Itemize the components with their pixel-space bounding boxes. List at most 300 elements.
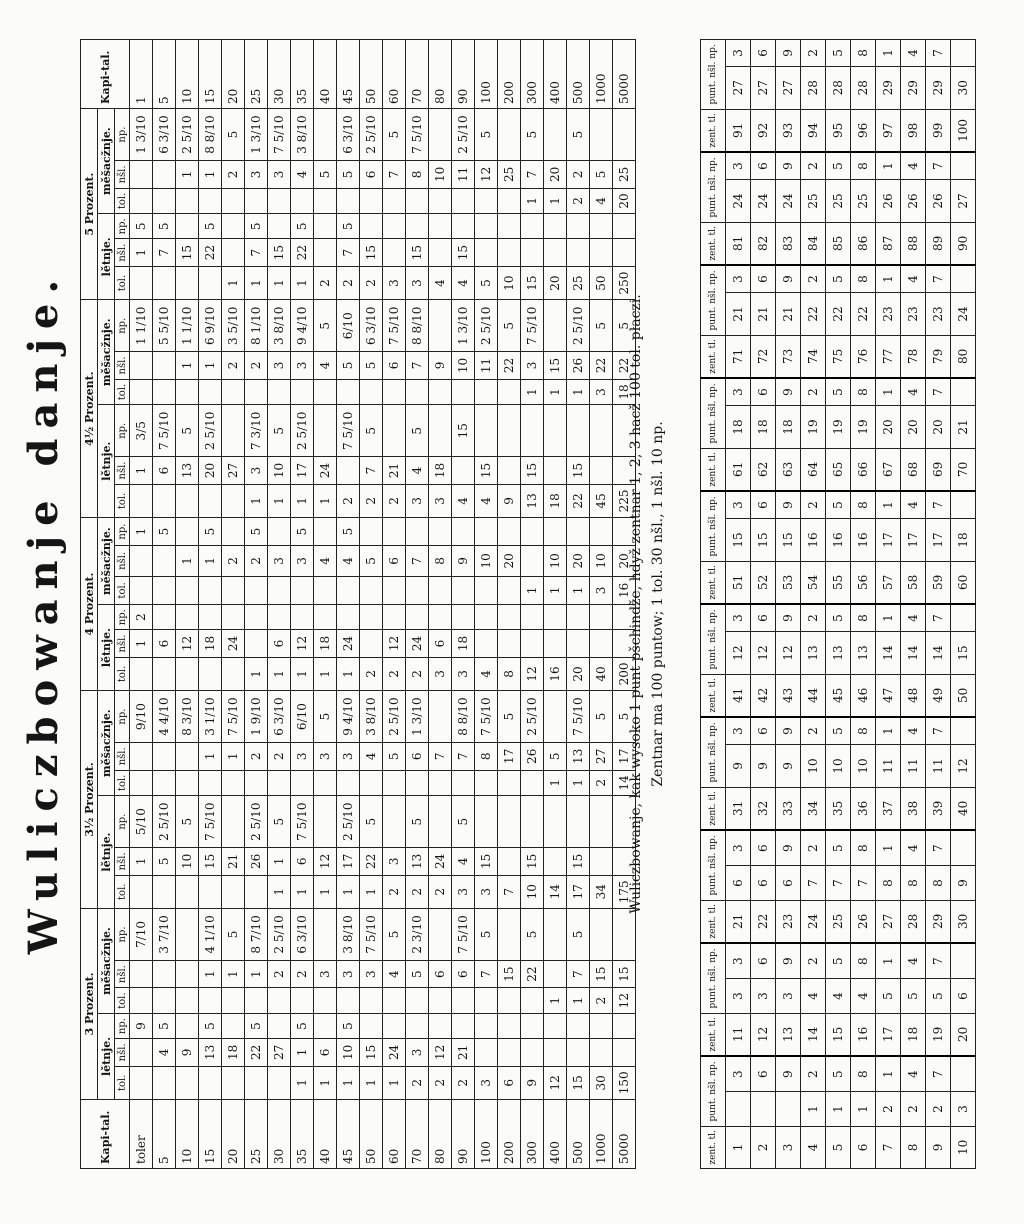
value-cell: 3 (475, 875, 498, 908)
rate-header: 5 Prozent. (81, 109, 98, 300)
punt-cell: 3 (726, 830, 751, 866)
value-cell: 1 (245, 657, 268, 690)
zent-cell: 85 (826, 222, 851, 265)
value-cell: 5 (406, 960, 429, 987)
value-cell: 7 (429, 743, 452, 770)
value-cell (176, 1066, 199, 1099)
value-cell: 1 (176, 352, 199, 379)
capital-cell: 5 (153, 40, 176, 109)
value-cell: 8 1/10 (245, 300, 268, 352)
zent-header: zent. tl. (701, 787, 726, 830)
zent-header: zent. tl. (701, 900, 726, 943)
punt-cell: 2 (801, 604, 826, 632)
punt-cell: 24 (751, 180, 776, 223)
value-cell (521, 1039, 544, 1066)
value-cell: 10 (498, 266, 521, 299)
capital-cell: 90 (452, 40, 475, 109)
zent-cell: 47 (876, 674, 901, 717)
capital-cell: 25 (245, 1100, 268, 1169)
zent-cell: 68 (901, 448, 926, 491)
value-cell (498, 214, 521, 239)
value-cell: 2 (337, 484, 360, 517)
value-cell (383, 1013, 406, 1038)
value-cell (383, 405, 406, 457)
value-cell: 10 (452, 352, 475, 379)
value-cell: 5 (613, 691, 636, 743)
value-cell: 12 (176, 630, 199, 657)
value-cell: 3 (452, 657, 475, 690)
punt-cell: 16 (801, 519, 826, 562)
punt-cell: 21 (776, 293, 801, 336)
punt-cell: 23 (876, 293, 901, 336)
page-title: Wuliczbowanje danje. (20, 269, 67, 955)
value-cell: 3 (383, 266, 406, 299)
value-cell (475, 379, 498, 405)
punt-cell: 16 (851, 519, 876, 562)
value-cell: 24 (429, 848, 452, 875)
value-cell: 5 5/10 (153, 300, 176, 352)
punt-cell (751, 1092, 776, 1126)
punt-cell: 8 (901, 866, 926, 900)
value-cell (429, 109, 452, 161)
table-row (590, 40, 613, 1169)
value-cell: 1 (291, 875, 314, 908)
value-cell: 2 (590, 770, 613, 796)
value-cell: 1 (567, 988, 590, 1014)
unit-header: tol. (115, 484, 130, 517)
punt-cell: 19 (826, 406, 851, 449)
zent-header: zent. tl. (701, 222, 726, 265)
value-cell: 1 (291, 484, 314, 517)
zent-cell: 34 (801, 787, 826, 830)
value-cell: 20 (544, 266, 567, 299)
value-cell: 1 (360, 1066, 383, 1099)
punt-cell: 2 (801, 378, 826, 406)
value-cell: 6 (153, 630, 176, 657)
value-cell (544, 109, 567, 161)
value-cell (521, 1013, 544, 1038)
punt-cell: 5 (826, 943, 851, 979)
value-cell: 200 (613, 657, 636, 690)
value-cell: 3 (360, 960, 383, 987)
value-cell: 25 (567, 266, 590, 299)
value-cell (383, 518, 406, 546)
punt-header: punt. nšl. np. (701, 40, 726, 110)
value-cell (337, 379, 360, 405)
value-cell (245, 875, 268, 908)
zent-cell: 72 (751, 335, 776, 378)
capital-cell: 80 (429, 40, 452, 109)
value-cell (498, 605, 521, 630)
value-cell: 6 3/10 (153, 109, 176, 161)
value-cell: 10 (429, 161, 452, 188)
punt-cell: 22 (826, 293, 851, 336)
punt-cell: 27 (726, 66, 751, 109)
unit-header: nšl. (115, 960, 130, 987)
value-cell: 4 1/10 (199, 908, 222, 960)
punt-cell: 9 (751, 745, 776, 788)
value-cell: 15 (567, 457, 590, 484)
punt-cell: 7 (926, 378, 951, 406)
zent-cell: 44 (801, 674, 826, 717)
value-cell (429, 188, 452, 214)
value-cell: 18 (199, 630, 222, 657)
value-cell: 5 (314, 300, 337, 352)
value-cell (521, 605, 544, 630)
punt-cell: 2 (926, 1092, 951, 1126)
punt-cell: 5 (876, 979, 901, 1013)
value-cell: 2 5/10 (337, 796, 360, 848)
unit-header: tol. (115, 770, 130, 796)
zent-cell: 54 (801, 561, 826, 604)
value-cell (268, 518, 291, 546)
value-cell: 5 (498, 300, 521, 352)
value-cell (153, 875, 176, 908)
punt-header: punt. nšl. np. (701, 1056, 726, 1126)
table-row (544, 40, 567, 1169)
value-cell (222, 657, 245, 690)
punt-cell: 7 (926, 943, 951, 979)
value-cell (245, 576, 268, 604)
capital-cell: 100 (475, 1100, 498, 1169)
value-cell: 16 (544, 657, 567, 690)
value-cell (291, 770, 314, 796)
value-cell: 2 (245, 546, 268, 577)
value-cell: 1 (268, 266, 291, 299)
value-cell (521, 770, 544, 796)
value-cell (314, 239, 337, 266)
punt-cell: 14 (901, 632, 926, 675)
value-cell: 8 8/10 (199, 109, 222, 161)
value-cell: 15 (406, 239, 429, 266)
value-cell: 21 (383, 457, 406, 484)
punt-cell: 3 (726, 40, 751, 67)
value-cell: 3 (429, 657, 452, 690)
punt-cell: 20 (926, 406, 951, 449)
value-cell: 9/10 (130, 691, 153, 743)
value-cell: 6 (429, 630, 452, 657)
zent-cell: 31 (726, 787, 751, 830)
value-cell: 7 5/10 (222, 691, 245, 743)
value-cell: 2 (360, 657, 383, 690)
value-cell: 7 (475, 960, 498, 987)
value-cell: 5 (383, 743, 406, 770)
value-cell: 2 (337, 266, 360, 299)
period-header: měšacžnje. (98, 518, 115, 605)
value-cell: 15 (475, 848, 498, 875)
table-row (429, 40, 452, 1169)
punt-cell: 5 (826, 1056, 851, 1092)
value-cell: 15 (199, 848, 222, 875)
punt-cell: 10 (826, 745, 851, 788)
value-cell: 1 (544, 988, 567, 1014)
value-cell: 15 (176, 239, 199, 266)
value-cell (314, 605, 337, 630)
value-cell: 20 (567, 657, 590, 690)
value-cell (153, 188, 176, 214)
value-cell: 1 (268, 875, 291, 908)
value-cell: 4 (383, 960, 406, 987)
value-cell (199, 605, 222, 630)
value-cell: 22 (360, 848, 383, 875)
value-cell (452, 988, 475, 1014)
punt-cell: 18 (751, 406, 776, 449)
value-cell: 7/10 (130, 908, 153, 960)
punt-cell: 19 (801, 406, 826, 449)
value-cell: 13 (176, 457, 199, 484)
value-cell (429, 300, 452, 352)
punt-cell: 1 (876, 40, 901, 67)
value-cell (222, 484, 245, 517)
zent-cell: 73 (776, 335, 801, 378)
value-cell: 3 (314, 960, 337, 987)
value-cell (429, 605, 452, 630)
value-cell: 15 (360, 239, 383, 266)
value-cell: 20 (613, 188, 636, 214)
value-cell: 25 (613, 161, 636, 188)
value-cell (245, 770, 268, 796)
punt-cell: 9 (951, 866, 976, 900)
zent-cell: 46 (851, 674, 876, 717)
value-cell (222, 379, 245, 405)
value-cell: 27 (268, 1039, 291, 1066)
value-cell (544, 960, 567, 987)
value-cell (245, 605, 268, 630)
zent-cell: 29 (926, 900, 951, 943)
value-cell (245, 630, 268, 657)
table-row (245, 40, 268, 1169)
value-cell: 5 (337, 161, 360, 188)
value-cell (130, 379, 153, 405)
punt-cell: 15 (951, 632, 976, 675)
value-cell: 2 (406, 875, 429, 908)
punt-cell: 24 (726, 180, 751, 223)
punt-cell: 1 (876, 265, 901, 293)
value-cell (337, 457, 360, 484)
punt-cell: 4 (826, 979, 851, 1013)
punt-cell: 6 (751, 378, 776, 406)
value-cell: 4 (590, 188, 613, 214)
value-cell (498, 379, 521, 405)
punt-cell: 5 (826, 40, 851, 67)
punt-cell: 3 (726, 943, 751, 979)
capital-cell: 10 (176, 40, 199, 109)
value-cell (590, 796, 613, 848)
value-cell: 7 (406, 352, 429, 379)
value-cell (590, 239, 613, 266)
value-cell: 17 (498, 743, 521, 770)
value-cell (130, 960, 153, 987)
value-cell: 12 (314, 848, 337, 875)
table-row (176, 40, 199, 1169)
table-row (498, 40, 521, 1169)
zent-cell: 62 (751, 448, 776, 491)
value-cell (130, 576, 153, 604)
capital-cell: 25 (245, 40, 268, 109)
unit-header: np. (115, 214, 130, 239)
value-cell (291, 988, 314, 1014)
value-cell (314, 796, 337, 848)
value-cell: 1 (268, 657, 291, 690)
value-cell: 5 (613, 300, 636, 352)
punt-cell (951, 152, 976, 180)
punt-cell (951, 491, 976, 519)
value-cell (245, 1066, 268, 1099)
value-cell: 34 (590, 875, 613, 908)
value-cell: 6/10 (337, 300, 360, 352)
punt-cell (951, 1056, 976, 1092)
value-cell: 15 (268, 239, 291, 266)
value-cell: 5 (337, 214, 360, 239)
punt-cell: 1 (876, 830, 901, 866)
value-cell: 22 (567, 484, 590, 517)
value-cell: 6 3/10 (291, 908, 314, 960)
value-cell: 10 (268, 457, 291, 484)
value-cell: 2 (567, 188, 590, 214)
value-cell (176, 1013, 199, 1038)
value-cell (314, 188, 337, 214)
value-cell (590, 605, 613, 630)
value-cell (176, 875, 199, 908)
value-cell: 7 5/10 (360, 908, 383, 960)
value-cell (544, 1039, 567, 1066)
value-cell: 1 (314, 875, 337, 908)
punt-cell: 4 (901, 152, 926, 180)
punt-cell: 19 (851, 406, 876, 449)
value-cell (429, 379, 452, 405)
punt-cell: 5 (826, 378, 851, 406)
value-cell: 17 (613, 743, 636, 770)
value-cell: 175 (613, 875, 636, 908)
value-cell (590, 1013, 613, 1038)
value-cell: 7 (498, 875, 521, 908)
capital-cell: 400 (544, 1100, 567, 1169)
punt-cell: 26 (901, 180, 926, 223)
punt-cell: 15 (726, 519, 751, 562)
value-cell: 4 (452, 848, 475, 875)
value-cell: 6 (291, 848, 314, 875)
value-cell: 4 (452, 266, 475, 299)
value-cell (291, 379, 314, 405)
value-cell: 6 (452, 960, 475, 987)
value-cell (153, 379, 176, 405)
value-cell: 20 (567, 546, 590, 577)
value-cell (176, 988, 199, 1014)
value-cell: 7 5/10 (452, 908, 475, 960)
value-cell (429, 518, 452, 546)
value-cell: 4 (475, 484, 498, 517)
value-cell (222, 518, 245, 546)
punt-cell: 10 (851, 745, 876, 788)
punt-cell: 7 (926, 152, 951, 180)
value-cell: 3 7/10 (153, 908, 176, 960)
value-cell: 5 (199, 214, 222, 239)
value-cell (153, 161, 176, 188)
value-cell (176, 605, 199, 630)
value-cell (245, 188, 268, 214)
value-cell (176, 743, 199, 770)
value-cell: 5 (245, 1013, 268, 1038)
value-cell (590, 518, 613, 546)
punt-cell: 12 (951, 745, 976, 788)
zent-cell: 39 (926, 787, 951, 830)
table-row (268, 40, 291, 1169)
punt-cell: 29 (876, 66, 901, 109)
value-cell (337, 188, 360, 214)
punt-cell: 7 (926, 40, 951, 67)
punt-cell: 6 (751, 830, 776, 866)
value-cell: 5 (337, 1013, 360, 1038)
value-cell (153, 352, 176, 379)
punt-cell: 3 (951, 1092, 976, 1126)
value-cell: 8 (406, 161, 429, 188)
value-cell: 3 (590, 576, 613, 604)
value-cell (406, 379, 429, 405)
value-cell: 5 (567, 908, 590, 960)
value-cell: 13 (567, 743, 590, 770)
punt-cell: 6 (726, 866, 751, 900)
value-cell (268, 1066, 291, 1099)
value-cell: 6 3/10 (268, 691, 291, 743)
value-cell (590, 848, 613, 875)
zent-cell: 97 (876, 109, 901, 152)
value-cell: 15 (452, 239, 475, 266)
punt-cell: 5 (826, 265, 851, 293)
zent-cell: 11 (726, 1013, 751, 1056)
value-cell (130, 1039, 153, 1066)
value-cell (383, 379, 406, 405)
unit-header: np. (115, 109, 130, 161)
zent-header: zent. tl. (701, 561, 726, 604)
punt-cell: 9 (776, 152, 801, 180)
punt-cell (951, 830, 976, 866)
value-cell: 2 (383, 484, 406, 517)
value-cell (590, 457, 613, 484)
capital-cell: 70 (406, 40, 429, 109)
value-cell: 13 (521, 484, 544, 517)
value-cell (222, 605, 245, 630)
value-cell (222, 988, 245, 1014)
value-cell: 5 (153, 518, 176, 546)
unit-header: tol. (115, 379, 130, 405)
punt-cell: 5 (826, 717, 851, 745)
zent-cell: 58 (901, 561, 926, 604)
punt-cell: 24 (776, 180, 801, 223)
punt-cell: 2 (876, 1092, 901, 1126)
value-cell (176, 214, 199, 239)
value-cell: 2 (314, 266, 337, 299)
value-cell: 2 5/10 (521, 691, 544, 743)
punt-cell: 1 (801, 1092, 826, 1126)
capital-cell: 35 (291, 1100, 314, 1169)
value-cell: 250 (613, 266, 636, 299)
value-cell: 12 (383, 630, 406, 657)
zent-cell: 4 (801, 1126, 826, 1168)
zent-header: zent. tl. (701, 335, 726, 378)
punt-cell: 1 (876, 378, 901, 406)
value-cell (498, 239, 521, 266)
punt-cell: 8 (851, 378, 876, 406)
unit-header: nšl. (115, 457, 130, 484)
value-cell (245, 988, 268, 1014)
value-cell: 15 (590, 960, 613, 987)
capital-cell: 80 (429, 1100, 452, 1169)
value-cell (567, 605, 590, 630)
capital-cell: 5 (153, 1100, 176, 1169)
value-cell (544, 605, 567, 630)
zent-cell: 55 (826, 561, 851, 604)
unit-header: tol. (115, 657, 130, 690)
